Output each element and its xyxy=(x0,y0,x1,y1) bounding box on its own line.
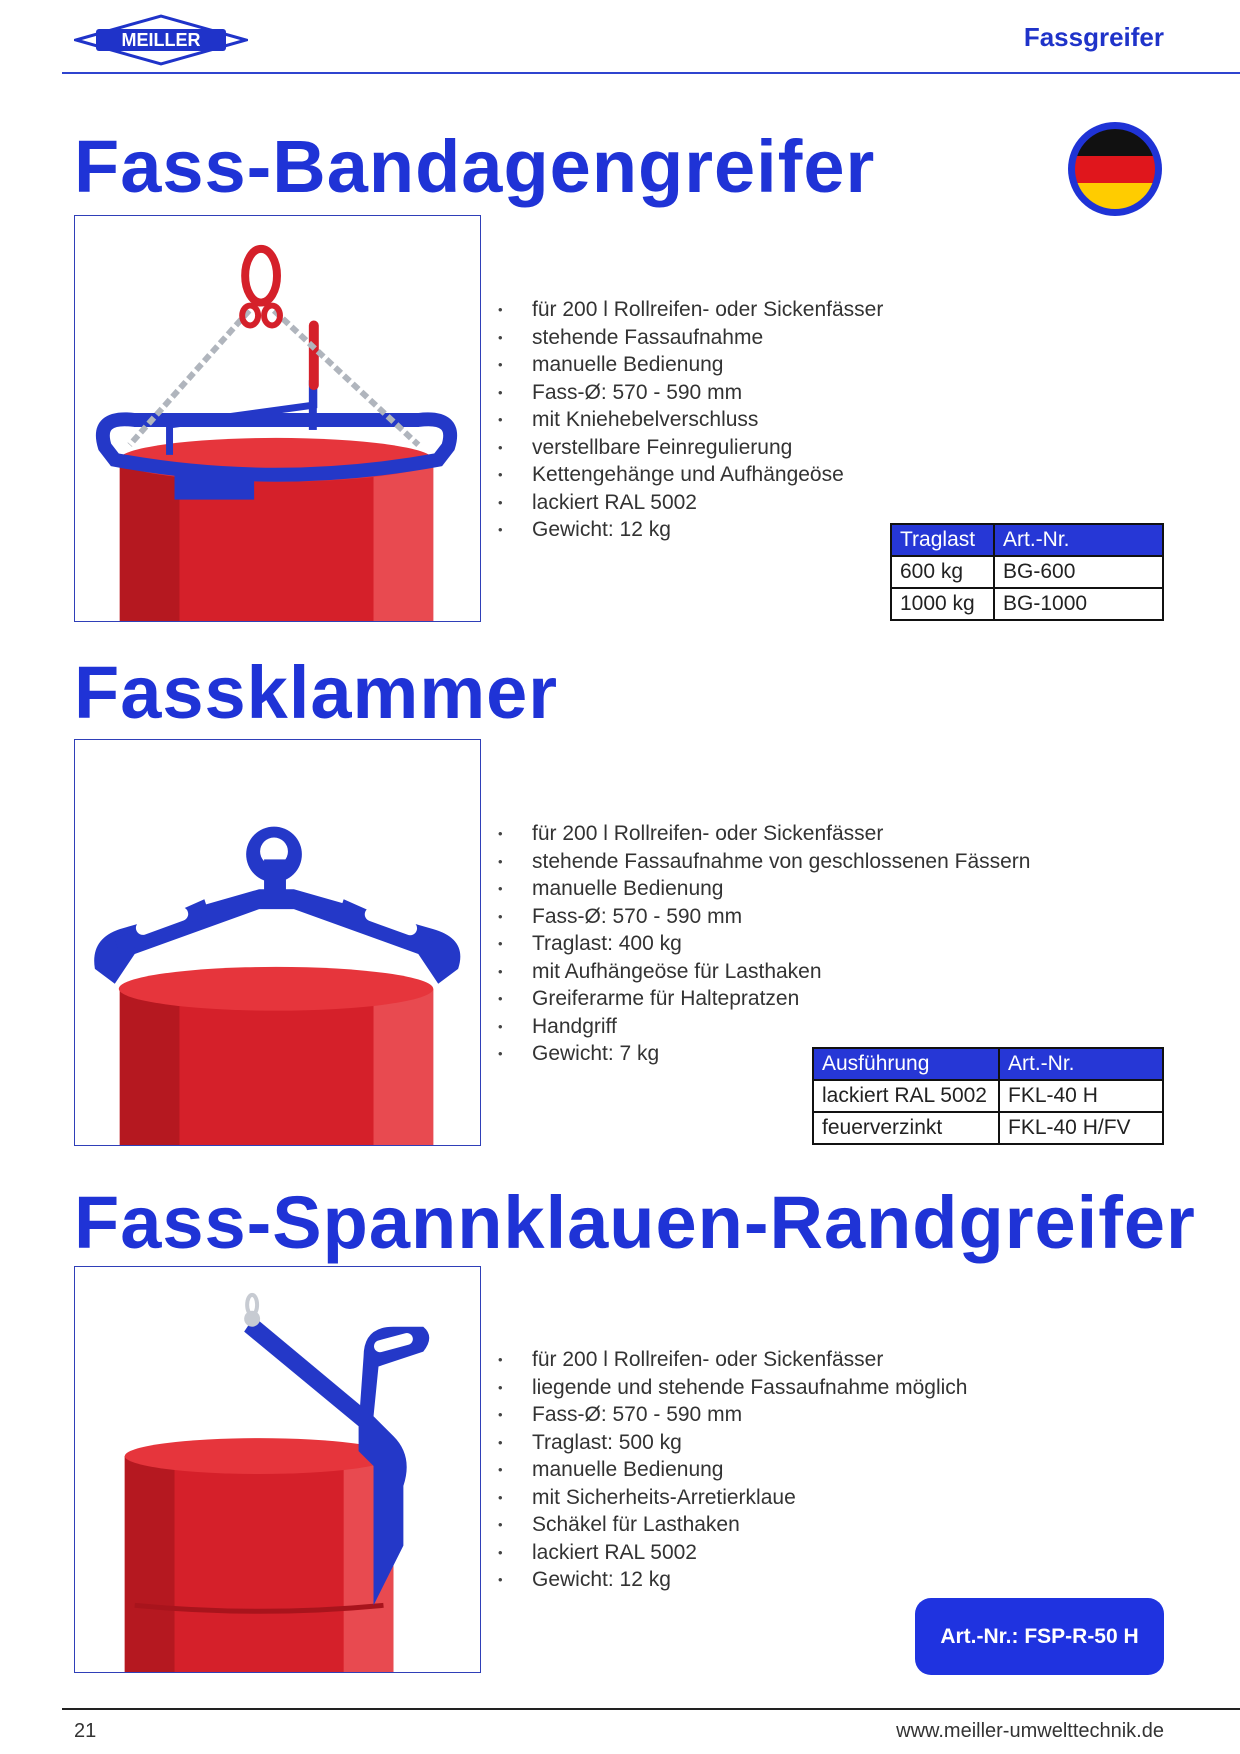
table-cell: feuerverzinkt xyxy=(813,1112,999,1144)
list-item: • Traglast: 500 kg xyxy=(498,1429,967,1457)
table-header-cell: Traglast xyxy=(891,524,994,556)
list-item: • mit Aufhängeöse für Lasthaken xyxy=(498,958,1030,986)
website-link[interactable]: www.meiller-umwelttechnik.de xyxy=(896,1720,1164,1742)
list-item: • Handgriff xyxy=(498,1013,1030,1041)
list-item: • Fass-Ø: 570 - 590 mm xyxy=(498,1401,967,1429)
feature-list-fassklammer xyxy=(498,820,1030,1068)
list-item: • manuelle Bedienung xyxy=(498,351,883,379)
article-number-badge[interactable]: Art.-Nr.: FSP-R-50 H xyxy=(915,1598,1164,1675)
list-item: • für 200 l Rollreifen- oder Sickenfässer xyxy=(498,820,1030,848)
list-item: • manuelle Bedienung xyxy=(498,875,1030,903)
product-title-fassklammer: Fassklammer xyxy=(74,651,559,734)
page-number: 21 xyxy=(74,1720,97,1742)
list-item: • Fass-Ø: 570 - 590 mm xyxy=(498,903,1030,931)
section-title: Fassgreifer xyxy=(1023,22,1164,52)
table-header-row xyxy=(891,524,1163,556)
list-item: • für 200 l Rollreifen- oder Sickenfässer xyxy=(498,1346,967,1374)
table-cell: BG-600 xyxy=(994,556,1163,588)
table-row xyxy=(813,1080,1163,1112)
product-title-spannklauen-randgreifer: Fass-Spannklauen-Randgreifer xyxy=(74,1181,1196,1264)
feature-list-spannklauen-randgreifer xyxy=(498,1346,967,1594)
product-image-fassklammer xyxy=(74,739,481,1146)
list-item: • liegende und stehende Fassaufnahme möglich xyxy=(498,1374,967,1402)
list-item: • lackiert RAL 5002 xyxy=(498,1539,967,1567)
list-item: • verstellbare Feinregulierung xyxy=(498,434,883,462)
table-header-row xyxy=(813,1048,1163,1080)
table-header-cell: Art.-Nr. xyxy=(994,524,1163,556)
list-item: • mit Sicherheits-Arretierklaue xyxy=(498,1484,967,1512)
list-item: • stehende Fassaufnahme xyxy=(498,324,883,352)
list-item: • manuelle Bedienung xyxy=(498,1456,967,1484)
table-cell: lackiert RAL 5002 xyxy=(813,1080,999,1112)
product-title-bandagengreifer: Fass-Bandagengreifer xyxy=(74,125,876,208)
list-item: • Kettengehänge und Aufhängeöse xyxy=(498,461,883,489)
product-image-spannklauen-randgreifer xyxy=(74,1266,481,1673)
header-divider xyxy=(62,72,1240,74)
list-item: • mit Kniehebelverschluss xyxy=(498,406,883,434)
list-item: • lackiert RAL 5002 xyxy=(498,489,883,517)
list-item: • Greiferarme für Haltepratzen xyxy=(498,985,1030,1013)
table-cell: FKL-40 H/FV xyxy=(999,1112,1163,1144)
list-item: • Gewicht: 12 kg xyxy=(498,516,883,544)
table-row xyxy=(891,588,1163,620)
list-item: • stehende Fassaufnahme von geschlossenen Fässern xyxy=(498,848,1030,876)
table-row xyxy=(813,1112,1163,1144)
germany-flag-icon xyxy=(1066,120,1164,218)
list-item: • Schäkel für Lasthaken xyxy=(498,1511,967,1539)
list-item: • Traglast: 400 kg xyxy=(498,930,1030,958)
spec-table-bandagengreifer xyxy=(890,523,1164,621)
table-cell: BG-1000 xyxy=(994,588,1163,620)
footer-divider xyxy=(62,1708,1240,1710)
list-item: • Fass-Ø: 570 - 590 mm xyxy=(498,379,883,407)
table-header-cell: Ausführung xyxy=(813,1048,999,1080)
list-item: • Gewicht: 7 kg xyxy=(498,1040,1030,1068)
meiller-logo[interactable] xyxy=(74,14,248,66)
product-image-bandagengreifer xyxy=(74,215,481,622)
list-item: • Gewicht: 12 kg xyxy=(498,1566,967,1594)
table-cell: FKL-40 H xyxy=(999,1080,1163,1112)
table-cell: 600 kg xyxy=(891,556,994,588)
logo-text: MEILLER xyxy=(121,30,201,50)
table-row xyxy=(891,556,1163,588)
table-header-cell: Art.-Nr. xyxy=(999,1048,1163,1080)
feature-list-bandagengreifer xyxy=(498,296,883,544)
list-item: • für 200 l Rollreifen- oder Sickenfässer xyxy=(498,296,883,324)
table-cell: 1000 kg xyxy=(891,588,994,620)
spec-table-fassklammer xyxy=(812,1047,1164,1145)
